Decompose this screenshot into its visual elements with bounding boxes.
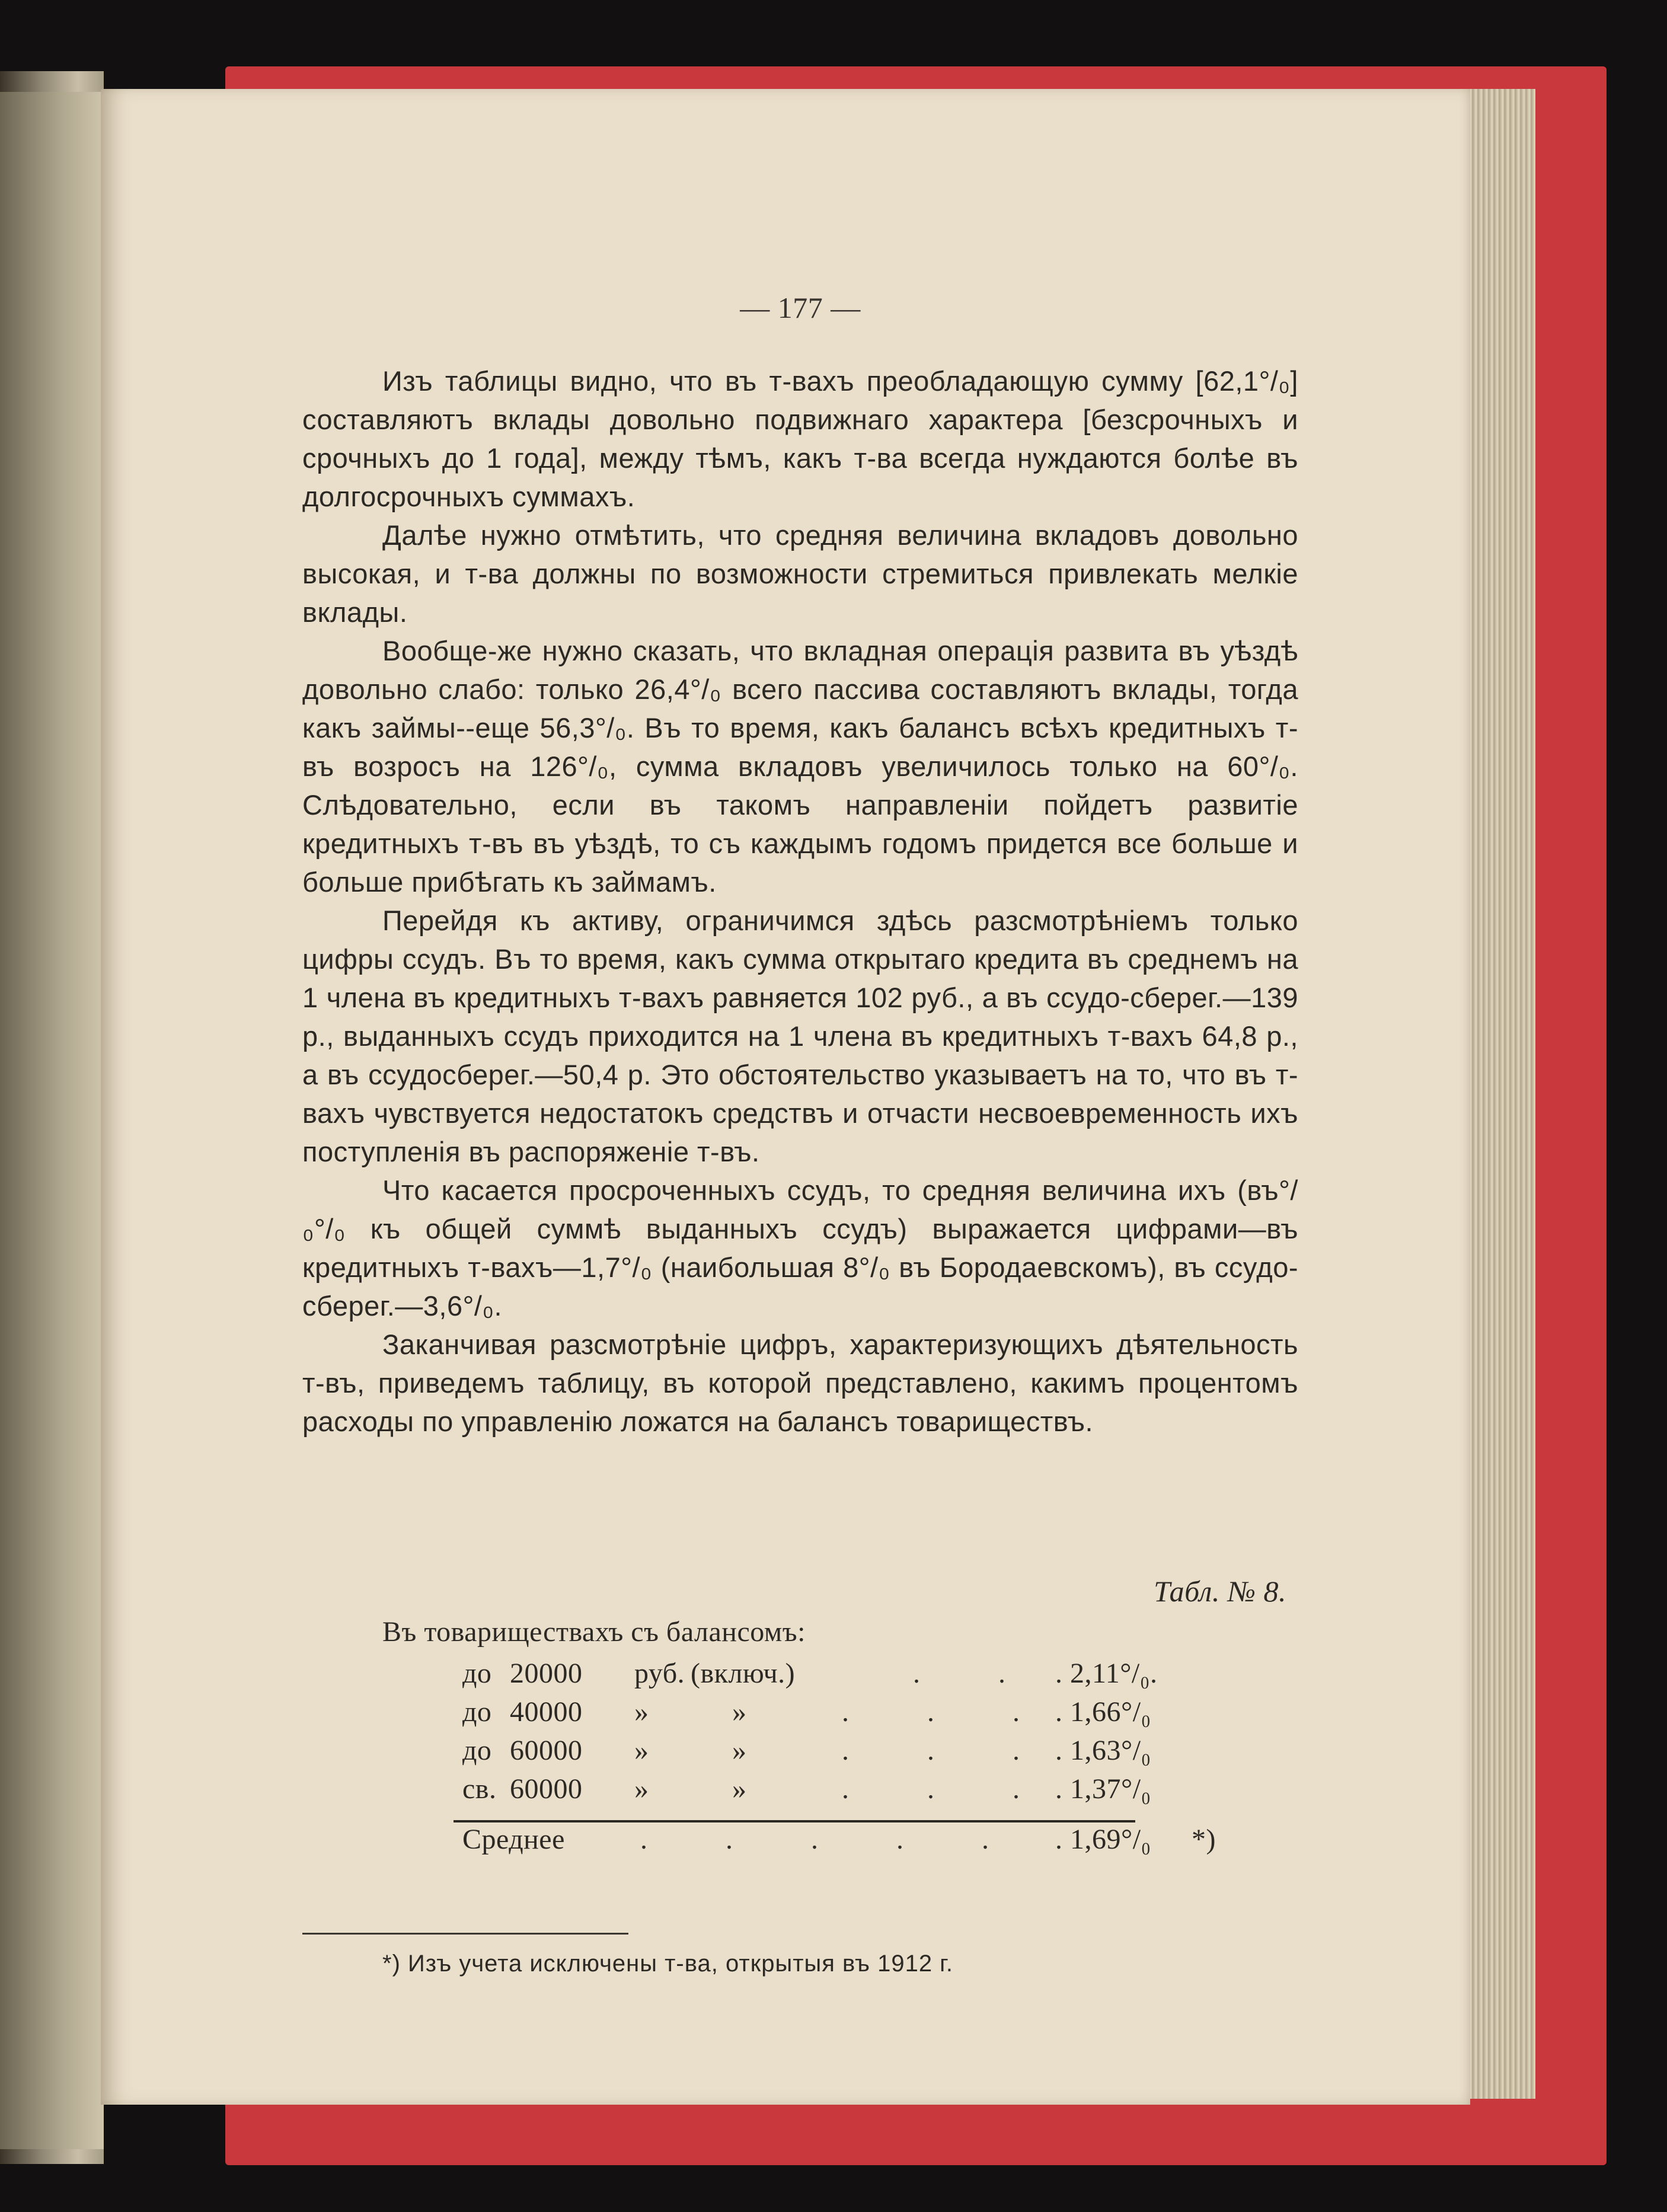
row-label: до (462, 1658, 492, 1689)
table-heading: Въ товариществахъ съ балансомъ: (382, 1616, 806, 1648)
table-row (462, 1696, 1151, 1734)
footnote: *) Изъ учета исключены т-ва, открытыя въ 1912 г. (382, 1951, 953, 1977)
paragraph: Вообще-же нужно сказать, что вкладная операція развита въ уѣздѣ довольно слабо: только 26,4°/₀ всего пассива составляютъ вклады, тогда какъ займы--еще 56,3°/₀. Въ то время, какъ балансъ всѣхъ кредитныхъ т-въ возросъ на 126°/₀, сумма вкладовъ увеличилось только на 60°/₀. Слѣдовательно, если въ такомъ направленіи пойдетъ развитіе кредитныхъ т-въ въ уѣздѣ, то съ каждымъ годомъ придется все больше и больше прибѣгать къ займамъ. (302, 635, 1298, 898)
table-total-rule (454, 1820, 1135, 1822)
row-value: . 2,11°/₀. (1055, 1658, 1158, 1689)
row-value: . 1,37°/₀ (1055, 1773, 1151, 1805)
paragraph: Изъ таблицы видно, что въ т-вахъ преобладающую сумму [62,1°/₀] составляютъ вклады довольно подвижнаго характера [безсрочныхъ и срочныхъ до 1 года], между тѣмъ, какъ т-ва всегда нуждаются болѣе въ долгосрочныхъ суммахъ. (302, 365, 1298, 512)
row-unit: » (634, 1696, 649, 1728)
row-label: до (462, 1696, 492, 1728)
paragraph: Перейдя къ активу, ограничимся здѣсь разсмотрѣніемъ только цифры ссудъ. Въ то время, какъ сумма открытаго кредита въ среднемъ на 1 члена въ кредитныхъ т-вахъ равняется 102 руб., а въ ссудо-сберег.—139 р., выданныхъ ссудъ приходится на 1 члена въ кредитныхъ т-вахъ 64,8 р., а въ ссудосберег.—50,4 р. Это обстоятельство указываетъ на то, что въ т-вахъ чувствуется недостатокъ средствъ и отчасти несвоевременность ихъ поступленія въ распоряженіе т-въ. (302, 905, 1298, 1167)
row-value: . 1,66°/₀ (1055, 1696, 1151, 1728)
footnote-mark: *) (1192, 1824, 1216, 1855)
row-leader: . . . (842, 1735, 1055, 1766)
paragraph: Что касается просроченныхъ ссудъ, то средняя величина ихъ (въ°/₀°/₀ къ общей суммѣ выданныхъ ссудъ) выражается цифрами—въ кредитныхъ т-вахъ—1,7°/₀ (наибольшая 8°/₀ въ Бородаевскомъ), въ ссудо-сберег.—3,6°/₀. (302, 1174, 1298, 1322)
table-total-row (462, 1823, 1216, 1861)
row-leader: . . . (842, 1773, 1055, 1805)
row-note: » (732, 1735, 747, 1766)
row-leader: . . . (842, 1696, 1055, 1728)
paragraph-list (302, 362, 1298, 1441)
row-note: » (732, 1773, 747, 1805)
row-label: св. (462, 1773, 497, 1805)
left-page-edge (0, 92, 104, 2149)
row-note: (включ.) (691, 1658, 796, 1689)
row-note: » (732, 1696, 747, 1728)
book-page (101, 89, 1470, 2105)
table-title: Табл. № 8. (1154, 1575, 1286, 1608)
total-value: . 1,69°/₀ (1055, 1824, 1151, 1855)
row-unit: » (634, 1773, 649, 1805)
row-unit: руб. (634, 1658, 685, 1689)
row-unit: » (634, 1735, 649, 1766)
table-row (462, 1773, 1151, 1811)
paragraph: Заканчивая разсмотрѣніе цифръ, характеризующихъ дѣятельность т-въ, приведемъ таблицу, въ которой представлено, какимъ процентомъ расходы по управленію ложатся на балансъ товариществъ. (302, 1329, 1298, 1437)
row-amount: 60000 (510, 1773, 583, 1805)
row-leader: . . (913, 1658, 1041, 1689)
row-amount: 20000 (510, 1658, 583, 1689)
total-label: Среднее (462, 1824, 565, 1855)
row-value: . 1,63°/₀ (1055, 1735, 1151, 1766)
total-leader: . . . . . (640, 1824, 1024, 1855)
footnote-rule (302, 1933, 628, 1935)
table-row (462, 1734, 1151, 1772)
row-amount: 60000 (510, 1735, 583, 1766)
page-number: — 177 — (740, 291, 861, 324)
row-label: до (462, 1735, 492, 1766)
table-row (462, 1657, 1158, 1695)
paragraph: Далѣе нужно отмѣтить, что средняя величина вкладовъ довольно высокая, и т-ва должны по возможности стремиться привлекать мелкіе вклады. (302, 519, 1298, 628)
row-amount: 40000 (510, 1696, 583, 1728)
